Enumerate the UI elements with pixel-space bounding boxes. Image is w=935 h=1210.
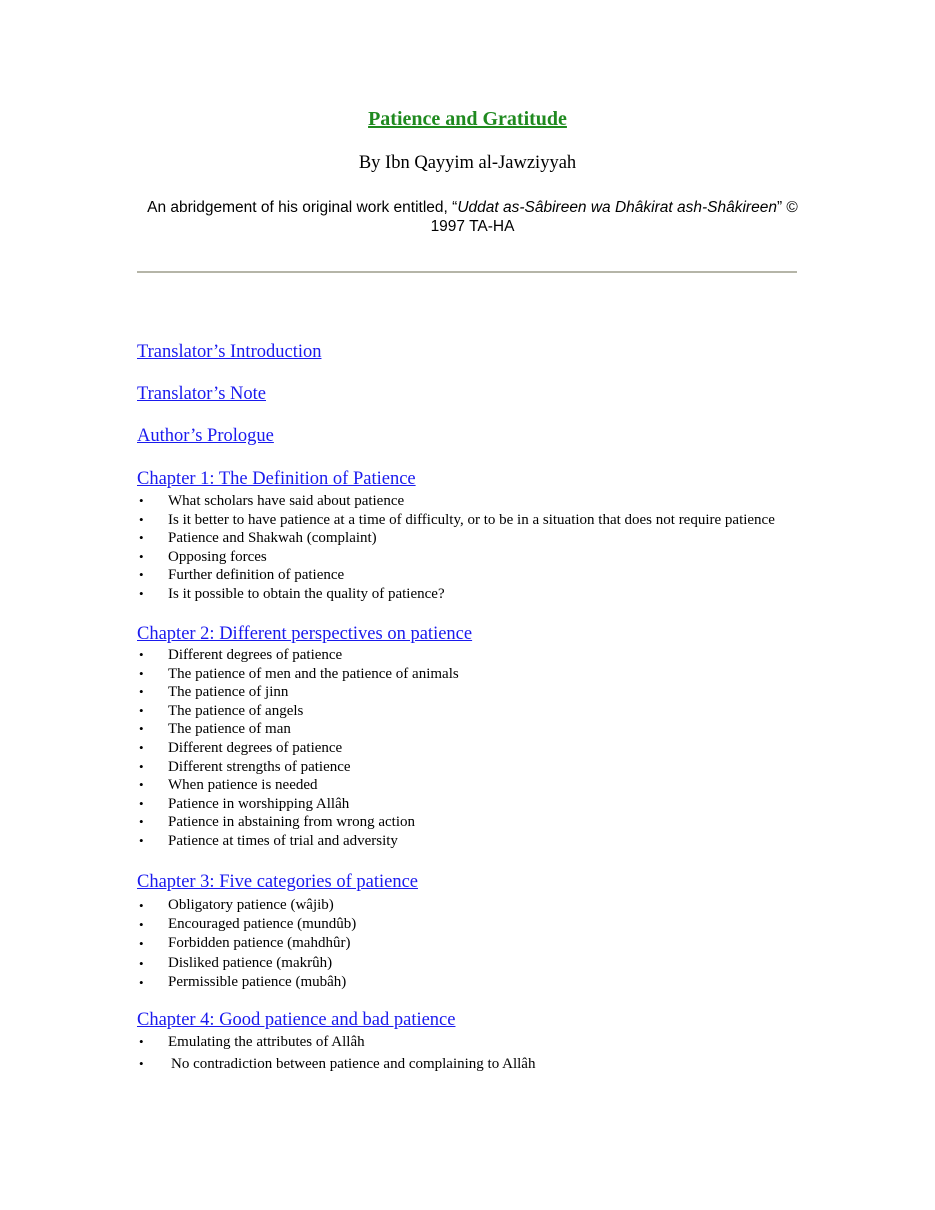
list-item [137, 813, 459, 832]
topic-label: Different strengths of patience [168, 758, 351, 775]
bullet-icon: • [139, 1056, 144, 1071]
bullet-icon: • [139, 974, 144, 990]
link-authors-prologue[interactable]: Author’s Prologue [137, 426, 274, 446]
list-item [137, 832, 459, 851]
bullet-icon: • [139, 567, 144, 583]
list-item [137, 896, 356, 915]
abridgement-note [140, 198, 805, 236]
bullet-icon: • [139, 665, 144, 681]
abridgement-prefix: An abridgement of his original work entitled, “ [147, 199, 458, 216]
bullet-icon: • [139, 511, 144, 527]
list-item [137, 720, 459, 739]
abridgement-suffix: ” © 1997 TA-HA [430, 199, 798, 235]
list-item [137, 702, 459, 721]
bullet-icon: • [139, 898, 144, 913]
horizontal-divider [137, 271, 797, 273]
list-item [137, 585, 775, 604]
bullet-icon: • [139, 702, 144, 718]
topic-label: Disliked patience (makrûh) [168, 954, 333, 971]
chapter-2-topics [137, 646, 459, 851]
bullet-icon: • [139, 585, 144, 601]
chapter-3-link[interactable]: Chapter 3: Five categories of patience [137, 872, 418, 892]
bullet-icon: • [139, 758, 144, 774]
topic-label: The patience of men and the patience of animals [168, 665, 459, 682]
topic-label: The patience of man [168, 721, 291, 738]
bullet-icon: • [139, 548, 144, 564]
list-item [137, 915, 356, 934]
list-item [137, 566, 775, 585]
bullet-icon: • [139, 493, 144, 508]
topic-label: Encouraged patience (mundûb) [168, 916, 357, 933]
topic-label: Emulating the attributes of Allâh [168, 1034, 365, 1050]
list-item [137, 1032, 535, 1054]
bullet-icon: • [139, 936, 144, 952]
bullet-icon: • [139, 917, 144, 933]
list-item [137, 954, 356, 973]
topic-label: Further definition of patience [168, 567, 345, 584]
bullet-icon: • [139, 814, 144, 830]
topic-label: Patience and Shakwah (complaint) [168, 530, 377, 547]
topic-label: Is it possible to obtain the quality of patience? [168, 585, 445, 602]
topic-label: Patience at times of trial and adversity [168, 832, 398, 849]
bullet-icon: • [139, 739, 144, 755]
topic-label: What scholars have said about patience [168, 493, 405, 509]
bullet-icon: • [139, 1034, 144, 1049]
chapter-4-topics [137, 1032, 535, 1076]
bullet-icon: • [139, 832, 144, 848]
chapter-2-link[interactable]: Chapter 2: Different perspectives on patience [137, 624, 473, 644]
bullet-icon: • [139, 684, 144, 700]
author-line: By Ibn Qayyim al-Jawziyyah [358, 153, 577, 173]
chapter-3-topics [137, 896, 356, 992]
topic-label: Different degrees of patience [168, 739, 343, 756]
list-item [137, 795, 459, 814]
topic-label: Is it better to have patience at a time of difficulty, or to be in a situation that does not require patience [168, 511, 775, 528]
list-item [137, 665, 459, 684]
list-item [137, 646, 459, 665]
bullet-icon: • [139, 647, 144, 662]
chapter-1-topics [137, 492, 775, 604]
chapter-4-link[interactable]: Chapter 4: Good patience and bad patience [137, 1010, 456, 1030]
list-item [137, 973, 356, 992]
chapter-1-link[interactable]: Chapter 1: The Definition of Patience [137, 469, 416, 489]
topic-label: Opposing forces [168, 548, 267, 565]
link-translators-note[interactable]: Translator’s Note [137, 384, 266, 404]
topic-label: Patience in abstaining from wrong action [168, 814, 416, 831]
topic-label: The patience of angels [168, 702, 304, 719]
document-title[interactable]: Patience and Gratitude [368, 108, 567, 130]
list-item [137, 529, 775, 548]
list-item [137, 492, 775, 511]
topic-label: Forbidden patience (mahdhûr) [168, 935, 351, 952]
list-item [137, 934, 356, 953]
bullet-icon: • [139, 721, 144, 737]
topic-label: Permissible patience (mubâh) [168, 973, 347, 990]
bullet-icon: • [139, 955, 144, 971]
list-item [137, 511, 775, 530]
bullet-icon: • [139, 777, 144, 793]
list-item [137, 739, 459, 758]
bullet-icon: • [139, 530, 144, 546]
topic-label: Patience in worshipping Allâh [168, 795, 350, 812]
topic-label: When patience is needed [168, 777, 318, 794]
link-translators-introduction[interactable]: Translator’s Introduction [137, 342, 322, 362]
list-item [137, 776, 459, 795]
topic-label: No contradiction between patience and complaining to Allâh [171, 1056, 536, 1072]
list-item [137, 1054, 535, 1076]
original-work-title: Uddat as-Sâbireen wa Dhâkirat ash-Shâkireen [457, 199, 777, 216]
topic-label: The patience of jinn [168, 684, 289, 701]
topic-label: Obligatory patience (wâjib) [168, 897, 334, 913]
bullet-icon: • [139, 795, 144, 811]
topic-label: Different degrees of patience [168, 647, 343, 663]
list-item [137, 758, 459, 777]
list-item [137, 683, 459, 702]
list-item [137, 548, 775, 567]
